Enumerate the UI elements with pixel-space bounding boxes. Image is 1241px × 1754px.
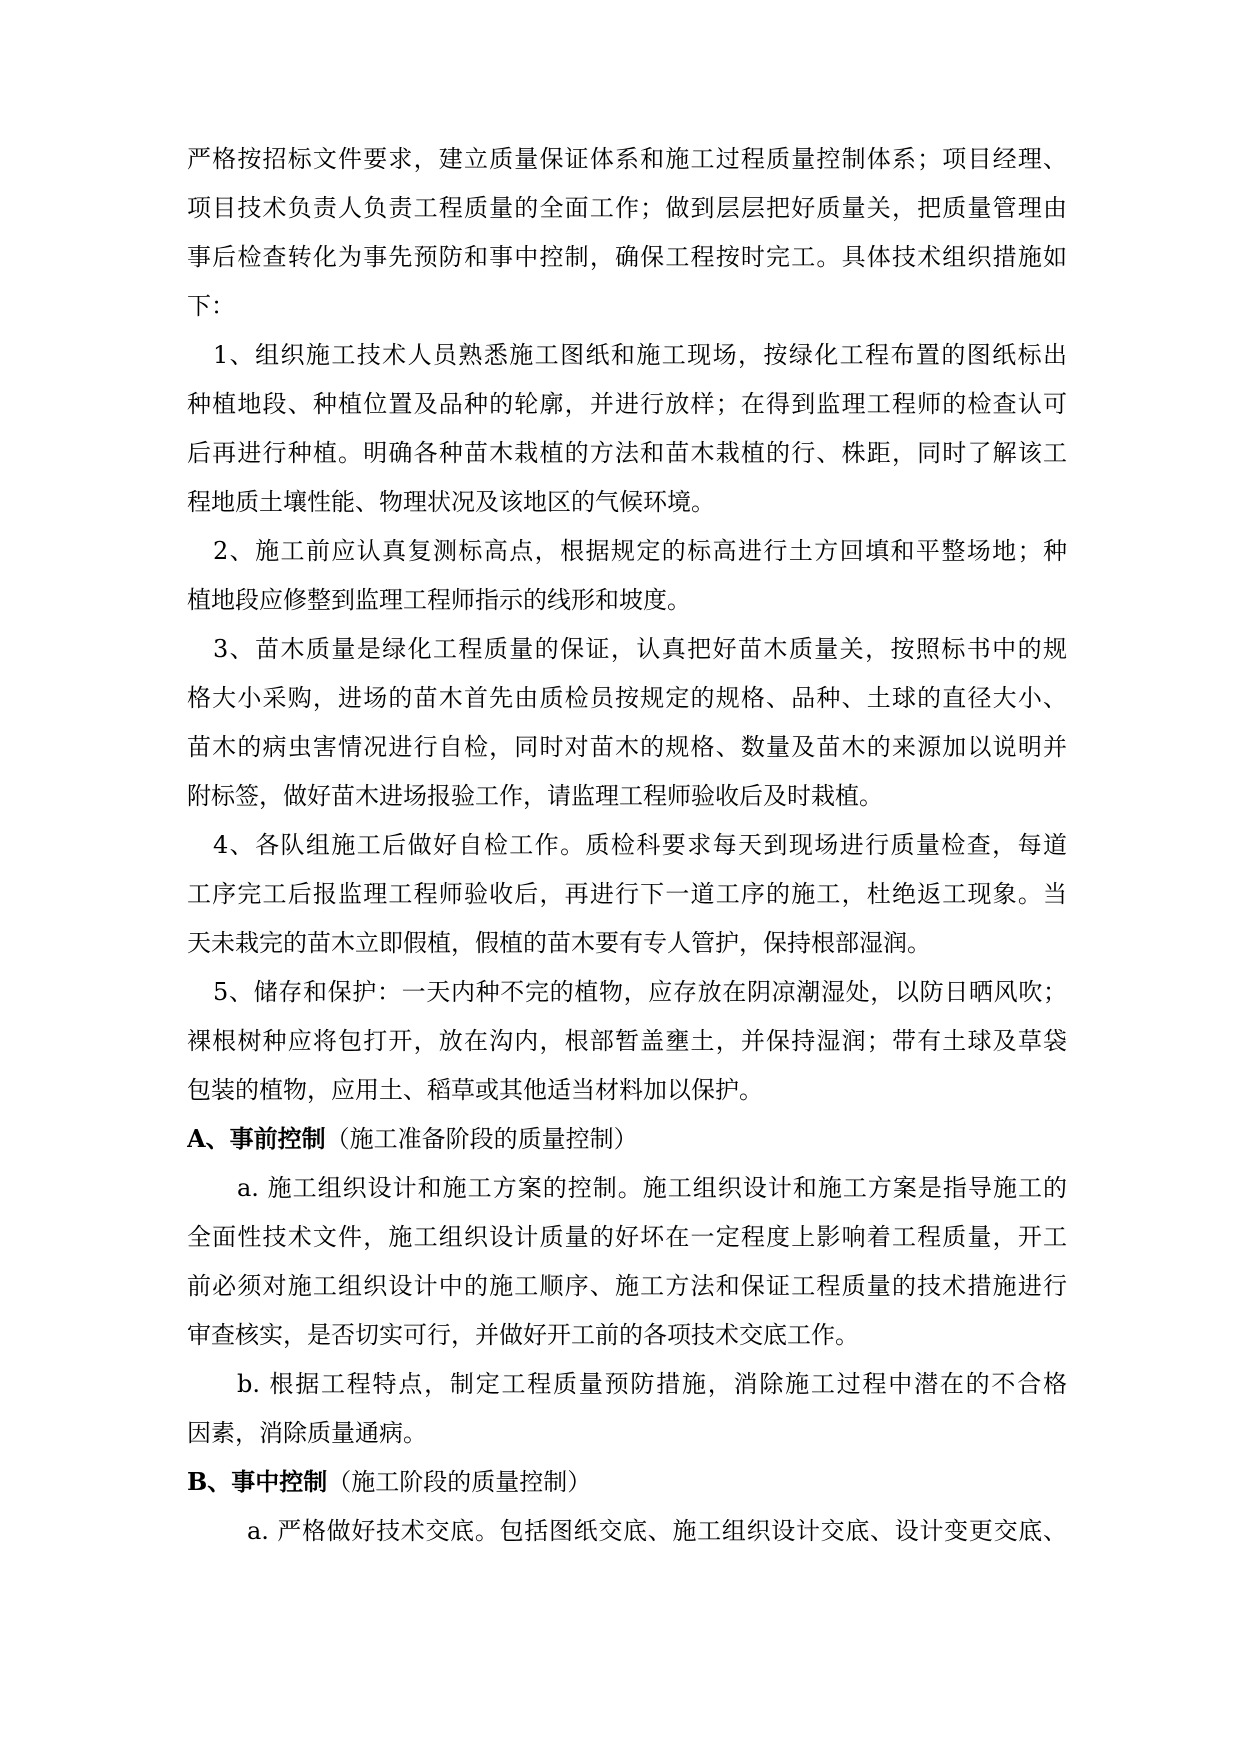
section-heading-a-subtitle: （施工准备阶段的质量控制）: [325, 1125, 638, 1153]
section-heading-b: [187, 1463, 1067, 1501]
section-heading-a: [187, 1120, 1067, 1158]
paragraph-line: 工序完工后报监理工程师验收后，再进行下一道工序的施工，杜绝返工现象。当: [187, 880, 1067, 908]
paragraph-line: 裸根树种应将包打开，放在沟内，根部暂盖壅土，并保持湿润；带有土球及草袋: [187, 1027, 1067, 1055]
paragraph-line: 程地质土壤性能、物理状况及该地区的气候环境。: [187, 488, 715, 516]
paragraph-line: 严格按招标文件要求，建立质量保证体系和施工过程质量控制体系；项目经理、: [187, 145, 1067, 173]
paragraph-line: 下：: [187, 292, 235, 320]
paragraph-line: 审查核实，是否切实可行，并做好开工前的各项技术交底工作。: [187, 1321, 859, 1349]
paragraph-line: a. 施工组织设计和施工方案的控制。施工组织设计和施工方案是指导施工的: [237, 1174, 1067, 1202]
paragraph-line: 前必须对施工组织设计中的施工顺序、施工方法和保证工程质量的技术措施进行: [187, 1272, 1067, 1300]
paragraph-line: 事后检查转化为事先预防和事中控制，确保工程按时完工。具体技术组织措施如: [187, 243, 1067, 271]
paragraph-line: 5、储存和保护：一天内种不完的植物，应存放在阴凉潮湿处，以防日晒风吹；: [213, 978, 1067, 1006]
paragraph-line: 3、苗木质量是绿化工程质量的保证，认真把好苗木质量关，按照标书中的规: [213, 635, 1067, 663]
paragraph-line: 包装的植物，应用土、稻草或其他适当材料加以保护。: [187, 1076, 763, 1104]
paragraph-line: 2、施工前应认真复测标高点，根据规定的标高进行土方回填和平整场地；种: [213, 537, 1067, 565]
paragraph-line: 苗木的病虫害情况进行自检，同时对苗木的规格、数量及苗木的来源加以说明并: [187, 733, 1067, 761]
paragraph-line: 植地段应修整到监理工程师指示的线形和坡度。: [187, 586, 691, 614]
paragraph-line: b. 根据工程特点，制定工程质量预防措施，消除施工过程中潜在的不合格: [237, 1370, 1067, 1398]
document-page: [187, 140, 1067, 1561]
section-heading-b-title: B、事中控制: [187, 1467, 328, 1496]
paragraph-line: 全面性技术文件，施工组织设计质量的好坏在一定程度上影响着工程质量，开工: [187, 1223, 1067, 1251]
paragraph-line: 天未栽完的苗木立即假植，假植的苗木要有专人管护，保持根部湿润。: [187, 929, 931, 957]
paragraph-line: 附标签，做好苗木进场报验工作，请监理工程师验收后及时栽植。: [187, 782, 883, 810]
paragraph-line: 种植地段、种植位置及品种的轮廓，并进行放样；在得到监理工程师的检查认可: [187, 390, 1067, 418]
paragraph-line: 1、组织施工技术人员熟悉施工图纸和施工现场，按绿化工程布置的图纸标出: [213, 341, 1067, 369]
paragraph-line: 格大小采购，进场的苗木首先由质检员按规定的规格、品种、土球的直径大小、: [187, 684, 1067, 712]
paragraph-line: a. 严格做好技术交底。包括图纸交底、施工组织设计交底、设计变更交底、: [247, 1517, 1067, 1545]
paragraph-line: 4、各队组施工后做好自检工作。质检科要求每天到现场进行质量检查，每道: [213, 831, 1067, 859]
section-heading-a-title: A、事前控制: [187, 1124, 326, 1153]
paragraph-line: 因素，消除质量通病。: [187, 1419, 427, 1447]
section-heading-b-subtitle: （施工阶段的质量控制）: [327, 1468, 592, 1496]
paragraph-line: 项目技术负责人负责工程质量的全面工作；做到层层把好质量关，把质量管理由: [187, 194, 1067, 222]
paragraph-line: 后再进行种植。明确各种苗木栽植的方法和苗木栽植的行、株距，同时了解该工: [187, 439, 1067, 467]
